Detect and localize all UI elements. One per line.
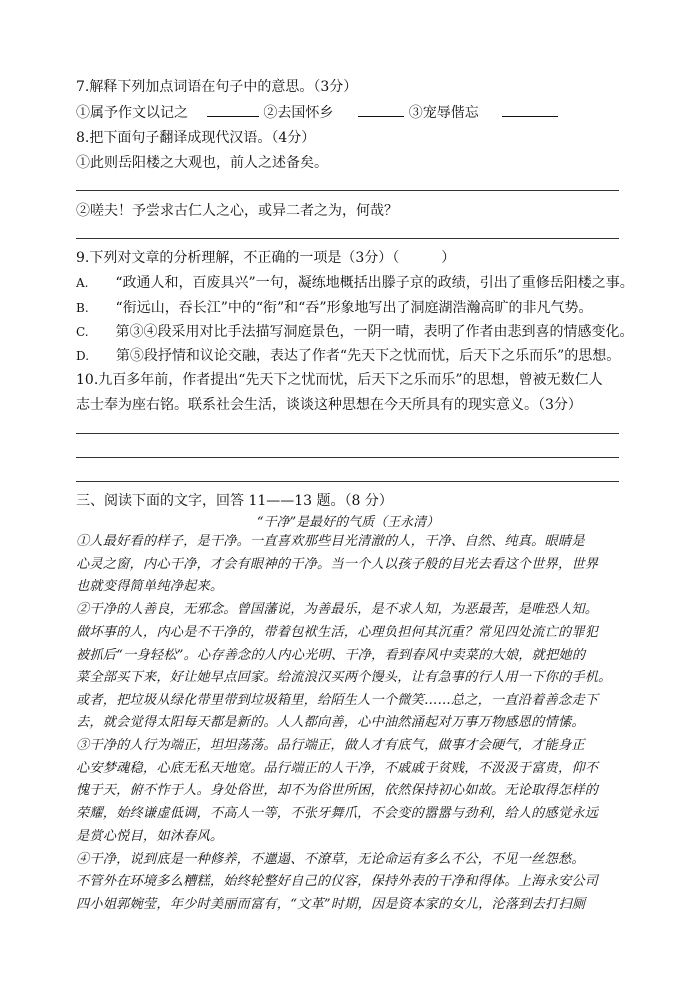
q9-option-c-label: C. (76, 325, 89, 339)
q9-option-d-text: 第⑤段抒情和议论交融，表达了作者“先天下之忧而忧，后天下之乐而乐”的思想。 (115, 348, 621, 364)
q9-option-a-text: “政通人和，百废具兴”一句，凝练地概括出滕子京的政绩，引出了重修岳阳楼之事。 (115, 275, 634, 291)
article-p1-line-1: ①人最好看的样子，是干净。一直喜欢那些目光清澈的人，干净、自然、纯真。眼睛是 (76, 534, 585, 549)
article-p3-line-1: ③干净的人行为端正，坦坦荡荡。品行端正，做人才有底气，做事才会硬气，才能身正 (76, 738, 585, 753)
q9-option-b-label: B. (76, 301, 89, 315)
article-p2-line-4: 菜全部买下来，好让她早点回家。给流浪汉买两个馒头，让有急事的行人用一下你的手机。 (76, 670, 612, 685)
article-p2-line-1: ②干净的人善良，无邪念。曾国藩说，为善最乐，是不求人知，为恶最苦，是唯恐人知。 (76, 602, 599, 617)
q9-option-d[interactable] (76, 347, 620, 365)
q7-answer-blank-1[interactable] (207, 104, 259, 117)
q9-option-d-label: D. (76, 349, 90, 363)
article-p3-line-4: 荣耀，始终谦虚低调，不高人一等，不张牙舞爪，不会变的嚣嚣与劲利，给人的感觉永远 (76, 806, 599, 821)
q10-answer-line-3[interactable] (76, 481, 619, 482)
q9-option-b-text: “衔远山，吞长江”中的“衔”和“吞”形象地写出了洞庭湖浩瀚高旷的非凡气势。 (115, 300, 593, 316)
q10-answer-line-1[interactable] (76, 433, 619, 434)
q9-option-b[interactable] (76, 299, 593, 317)
article-p1-line-3: 也就变得简单纯净起来。 (76, 579, 224, 594)
q9-option-c-text: 第③④段采用对比手法描写洞庭景色，一阴一晴，表明了作者由悲到喜的情感变化。 (115, 324, 634, 340)
q9-option-c[interactable] (76, 323, 633, 341)
q9-option-a-label: A. (76, 276, 89, 290)
section-3-heading: 三、阅读下面的文字，回答 11——13 题。（8 分） (76, 493, 393, 509)
q8-answer-line-2[interactable] (76, 238, 619, 239)
q9-stem: 9.下列对文章的分析理解，不正确的一项是（3分）（ ） (76, 250, 456, 266)
q7-items (76, 104, 558, 122)
article-p3-line-5: 是赏心悦目，如沐春风。 (76, 829, 224, 844)
q9-option-a[interactable] (76, 274, 634, 292)
q7-item-1: ①属予作文以记之 (76, 105, 188, 121)
article-title: “干净”是最好的气质（王永清） (256, 515, 440, 530)
article-p1-line-2: 心灵之窗，内心干净，才会有眼神的干净。当一个人以孩子般的目光去看这个世界，世界 (76, 557, 599, 572)
article-p4-line-1: ④干净，说到底是一种修养，不邋遢、不潦草，无论命运有多么不公，不见一丝怨愁。 (76, 852, 585, 867)
article-p4-line-2: 不管外在环境多么糟糕，始终轮整好自己的仪容，保持外表的干净和得体。上海永安公司 (76, 874, 599, 889)
q10-answer-line-2[interactable] (76, 457, 619, 458)
q8-stem: 8.把下面句子翻译成现代汉语。（4分） (76, 130, 316, 146)
article-p2-line-5: 或者，把垃圾从绿化带里带到垃圾箱里，给陌生人一个微笑……总之，一直沿着善念走下 (76, 693, 599, 708)
article-p4-line-3: 四小姐郭婉莹，年少时美丽而富有，“文革”时期，因是资本家的女儿，沦落到去打扫厕 (76, 897, 586, 912)
q7-stem: 7.解释下列加点词语在句子中的意思。（3分） (76, 79, 358, 95)
q7-item-2: ②去国怀乡 (263, 105, 334, 121)
q8-sentence-1: ①此则岳阳楼之大观也，前人之述备矣。 (76, 155, 328, 171)
article-p2-line-6: 去，就会觉得太阳每天都是新的。人人都向善，心中油然涌起对万事万物感恩的情愫。 (76, 715, 585, 730)
article-p3-line-2: 心安梦魂稳，心底无私天地宽。品行端正的人干净，不戚戚于贫贱，不汲汲于富贵，仰不 (76, 761, 599, 776)
article-p2-line-2: 做坏事的人，内心是不干净的，带着包袱生活，心理负担何其沉重？常见四处流亡的罪犯 (76, 625, 599, 640)
q8-answer-line-1[interactable] (76, 190, 619, 191)
q7-answer-blank-3[interactable] (502, 104, 558, 117)
q8-sentence-2: ②嗟夫！予尝求古仁人之心，或异二者之为，何哉？ (76, 203, 398, 219)
q10-line-1: 10.九百多年前，作者提出“先天下之忧而忧，后天下之乐而乐”的思想，曾被无数仁人 (76, 372, 603, 388)
q7-answer-blank-2[interactable] (358, 104, 404, 117)
q10-line-2: 志士奉为座右铭。联系社会生活，谈谈这种思想在今天所具有的现实意义。（3分） (76, 397, 582, 413)
article-p3-line-3: 愧于天，俯不怍于人。身处俗世，却不为俗世所困，依然保持初心如故。无论取得怎样的 (76, 783, 599, 798)
article-p2-line-3: 被抓后“一身轻松”。心存善念的人内心光明、干净，看到春风中卖菜的大娘，就把她的 (76, 648, 586, 663)
q7-item-3: ③宠辱偕忘 (408, 105, 479, 121)
